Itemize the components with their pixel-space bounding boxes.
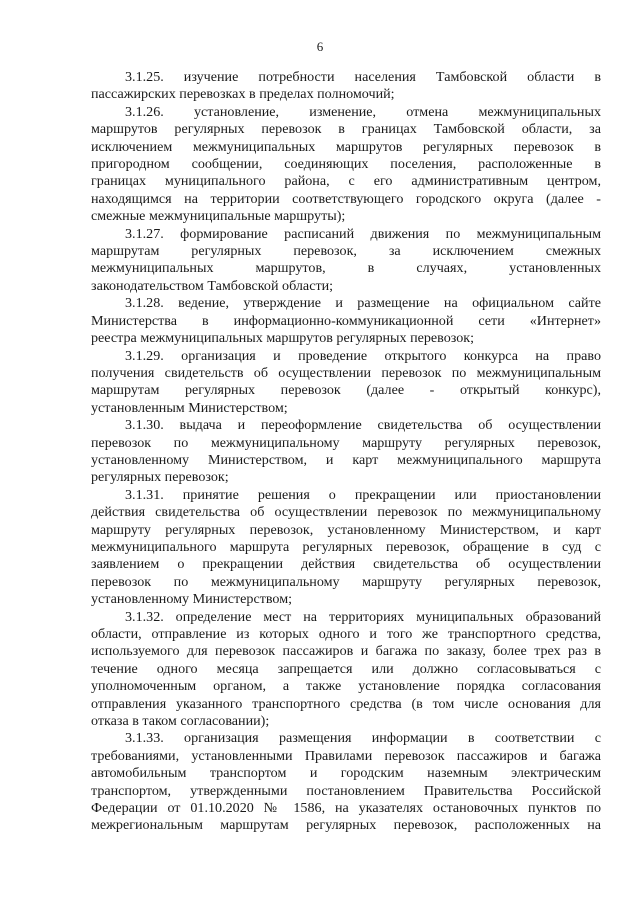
text-line: реестра межмуниципальных маршрутов регулярных перевозок;	[91, 330, 475, 347]
text-line: маршрутам регулярных перевозок (далее - открытый конкурс),	[91, 382, 601, 399]
text-line: Министерства в информационно-коммуникационной сети «Интернет»	[91, 312, 601, 329]
text-line: автомобильным транспортом и городским наземным электрическим	[91, 765, 601, 782]
text-line: находящимся на территории соответствующего городского округа (далее -	[91, 190, 601, 207]
text-line: 3.1.26. установление, изменение, отмена межмуниципальных	[125, 103, 601, 120]
text-line: смежные межмуниципальные маршруты);	[91, 208, 346, 225]
text-line: 3.1.28. ведение, утверждение и размещение на официальном сайте	[125, 295, 601, 312]
text-line: требованиями, установленными Правилами перевозок пассажиров и багажа	[91, 747, 601, 764]
text-line: законодательством Тамбовской области;	[91, 277, 334, 294]
text-line: заявлением о прекращении действия свидетельства об осуществлении	[91, 556, 601, 573]
clause-paragraph	[91, 104, 601, 226]
text-line: пригородном сообщении, соединяющих поселения, расположенные в	[91, 156, 601, 173]
text-line: 3.1.32. определение мест на территориях муниципальных образований	[125, 608, 601, 625]
text-line: межрегиональным маршрутам регулярных перевозок, расположенных на	[91, 817, 601, 834]
text-line: области, отправление из которых одного и того же транспортного средства,	[91, 626, 601, 642]
text-line: 3.1.33. организация размещения информации в соответствии с	[125, 730, 601, 747]
clause-paragraph	[91, 226, 601, 296]
text-line: пассажирских перевозках в пределах полномочий;	[91, 86, 395, 103]
text-line: течение одного месяца запрещается или должно согласовываться с	[91, 660, 601, 677]
clause-paragraph	[91, 295, 601, 347]
text-line: Федерации от 01.10.2020 № 1586, на указателях остановочных пунктов по	[91, 800, 601, 817]
text-line: исключением межмуниципальных маршрутов регулярных перевозок в	[91, 138, 601, 155]
clause-paragraph	[91, 348, 601, 418]
clause-paragraph	[91, 417, 601, 487]
text-line: 3.1.30. выдача и переоформление свидетельства об осуществлении	[125, 417, 601, 434]
text-line: получения свидетельств об осуществлении перевозок по межмуниципальным	[91, 364, 601, 381]
clause-paragraph	[91, 730, 601, 834]
clause-paragraph	[91, 609, 601, 731]
clause-paragraph	[91, 487, 601, 609]
clause-paragraph	[91, 69, 601, 104]
text-line: маршрутов регулярных перевозок в границах Тамбовской области, за	[91, 121, 601, 138]
text-line: перевозок по межмуниципальному маршруту регулярных перевозок,	[91, 434, 601, 451]
text-line: установленному Министерством;	[91, 591, 293, 608]
text-line: отправления указанного транспортного средства (в том числе основания для	[91, 695, 601, 712]
text-line: 3.1.25. изучение потребности населения Тамбовской области в	[125, 69, 601, 85]
text-line: границах муниципального района, с его административным центром,	[91, 173, 601, 190]
text-line: действия свидетельства об осуществлении перевозок по межмуниципальному	[91, 504, 601, 521]
text-line: маршруту регулярных перевозок, установленному Министерством, и карт	[91, 521, 601, 538]
text-line: установленному Министерством, и карт межмуниципального маршрута	[91, 451, 601, 468]
text-line: 3.1.31. принятие решения о прекращении или приостановлении	[125, 486, 601, 503]
text-line: 3.1.27. формирование расписаний движения по межмуниципальным	[125, 225, 601, 242]
text-line: регулярных перевозок;	[91, 469, 229, 486]
text-line: уполномоченным органом, а также установление порядка согласования	[91, 678, 601, 695]
text-line: маршрутам регулярных перевозок, за исключением смежных	[91, 243, 601, 260]
text-line: отказа в таком согласовании);	[91, 713, 270, 730]
page-number: 6	[316, 39, 324, 54]
text-line: перевозок по межмуниципальному маршруту регулярных перевозок,	[91, 573, 601, 590]
document-body	[91, 69, 601, 835]
text-line: межмуниципальных маршрутов, в случаях, установленных	[91, 260, 601, 277]
text-line: 3.1.29. организация и проведение открытого конкурса на право	[125, 347, 601, 364]
text-line: транспортом, утвержденными постановлением Правительства Российской	[91, 782, 601, 799]
text-line: межмуниципального маршрута регулярных перевозок, обращение в суд с	[91, 538, 601, 555]
text-line: используемого для перевозок пассажиров и багажа по заказу, более трех раз в	[91, 643, 601, 660]
text-line: установленным Министерством;	[91, 399, 288, 416]
